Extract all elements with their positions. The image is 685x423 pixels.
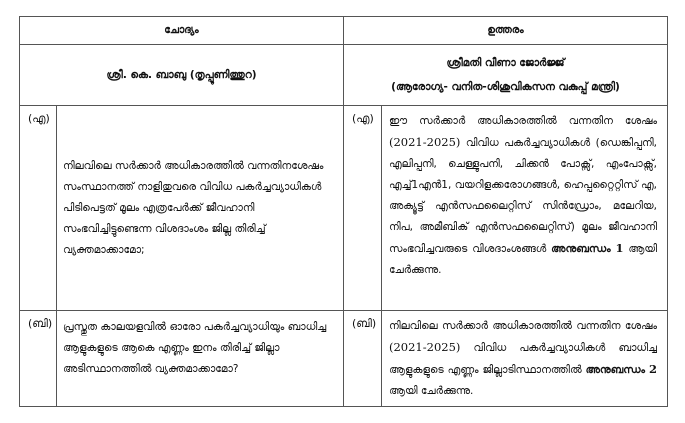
answer-text-start: ഈ സർക്കാർ അധികാരത്തിൽ വന്നതിന ശേഷം — [389, 115, 657, 127]
responder-cell — [344, 45, 668, 106]
question-label: (ബി) — [20, 311, 57, 407]
year-range: (2021-2025) — [389, 340, 461, 354]
annexure-label: അനുബന്ധം — [551, 243, 611, 255]
answer-text-middle: വിവിധ പകർച്ചവ്യാധികൾ (ഡെങ്കിപ്പനി, എലിപ്പനി, ചെള്ളുപനി, ചിക്കൻ പോക്സ്, എംപോക്സ്, എച്ച്1എൻ1, വയറിളക്കരോഗങ്ങൾ, ഹെപ്പറ്റൈറ്റിസ് എ, അക്യൂട്ട് എൻസഫലൈറ്റിസ് സിൻഡ്രോം, മലേറിയ, നിപ, അമീബിക് എൻസഫലൈറ്റിസ്) മൂലം ജീവഹാനി സംഭവിച്ചവരുടെ വിശദാംശങ്ങൾ — [389, 137, 657, 255]
names-row — [20, 45, 668, 106]
asker-name: ശ്രീ. കെ. ബാബു (തൃപ്പൂണിത്തുറ) — [106, 69, 257, 81]
question-answer-table — [19, 16, 668, 407]
annexure-label: അനുബന്ധം — [585, 364, 646, 376]
header-row — [20, 17, 668, 45]
annexure-number: 2 — [648, 362, 657, 376]
answer-text — [382, 311, 668, 407]
question-text: പ്രസ്തുത കാലയളവിൽ ഓരോ പകർച്ചവ്യാധിയും ബാധിച്ച ആളുകളുടെ ആകെ എണ്ണം ഇനം തിരിച്ച് ജില്ലാ അടിസ്ഥാനത്തിൽ വ്യക്തമാക്കാമോ? — [57, 311, 344, 407]
answer-text-end: ആയി ചേർക്കുന്നു. — [389, 243, 657, 276]
answer-text-start: നിലവിലെ സർക്കാർ അധികാരത്തിൽ വന്നതിന ശേഷം — [389, 320, 657, 332]
responder-role: (ആരോഗ്യ- വനിത-ശിശുവികസന വകുപ്പ് മന്ത്രി) — [391, 81, 620, 93]
question-label: (എ) — [20, 106, 57, 311]
asker-cell — [20, 45, 344, 106]
year-range: (2021-2025) — [389, 135, 461, 149]
annexure-number: 1 — [615, 241, 624, 255]
table-row — [20, 106, 668, 311]
answer-label: (ബി) — [344, 311, 382, 407]
answer-text-end: ആയി ചേർക്കുന്നു. — [389, 385, 474, 397]
responder-name: ശ്രീമതി വീണാ ജോർജ്ജ് — [446, 57, 565, 69]
answer-label: (എ) — [344, 106, 382, 311]
answer-text — [382, 106, 668, 311]
table-row — [20, 311, 668, 407]
answer-text-middle: വിവിധ പകർച്ചവ്യാധികൾ ബാധിച്ച ആളുകളുടെ എണ്ണം ജില്ലാടിസ്ഥാനത്തിൽ — [389, 342, 657, 376]
question-column-header: ചോദ്യം — [20, 17, 344, 45]
answer-column-header: ഉത്തരം — [344, 17, 668, 45]
question-text: നിലവിലെ സർക്കാർ അധികാരത്തിൽ വന്നതിനശേഷം സംസ്ഥാനത്ത് നാളിതുവരെ വിവിധ പകർച്ചവ്യാധികൾ പിടിപെട്ടത് മൂലം എത്രപേർക്ക് ജീവഹാനി സംഭവിച്ചിട്ടുണ്ടെന്ന വിശദാംശം ജില്ല തിരിച്ച് വ്യക്തമാക്കാമോ; — [57, 106, 344, 311]
